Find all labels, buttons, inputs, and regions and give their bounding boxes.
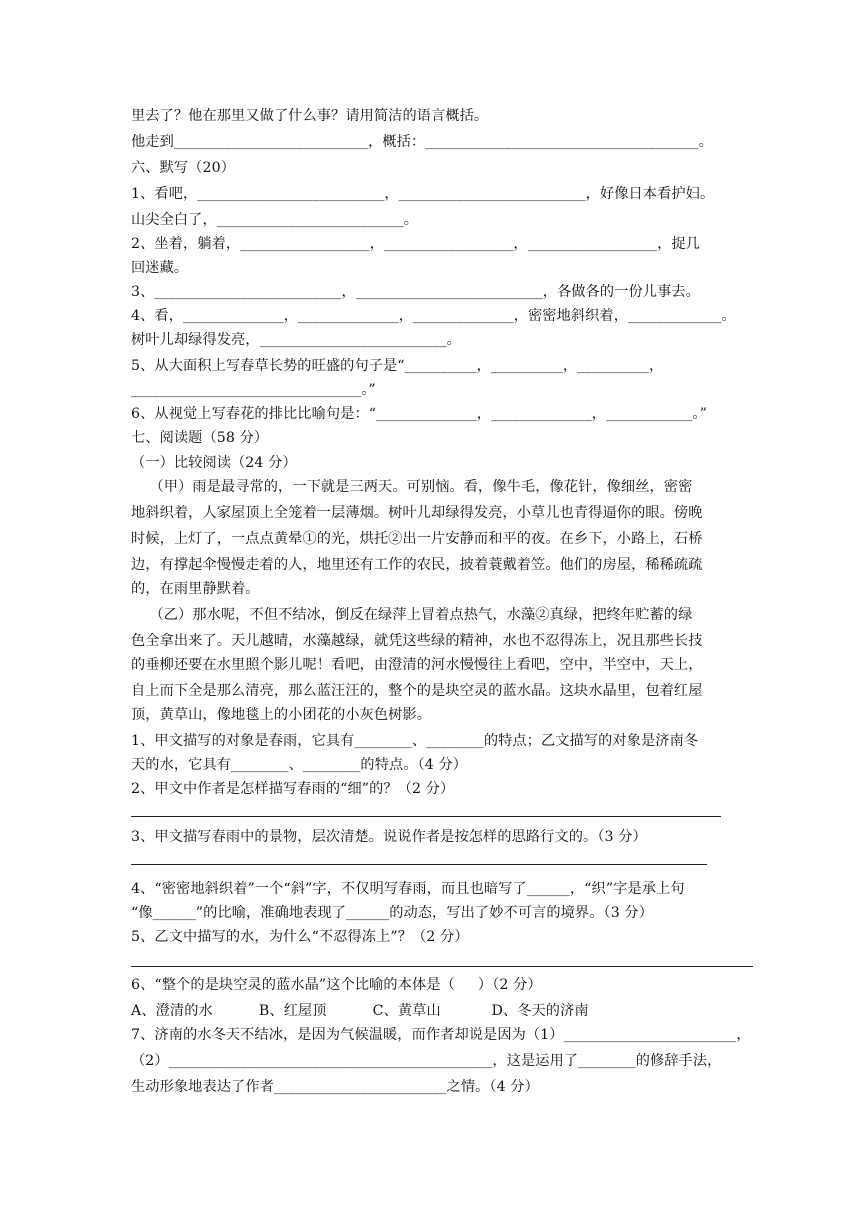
answer-rule	[131, 966, 753, 967]
question-line: 天的水，它具有________、________的特点。（4 分）	[131, 757, 468, 773]
answer-rule	[131, 816, 721, 817]
question-line: 回迷藏。	[131, 260, 189, 276]
question-line: 里去了？他在那里又做了什么事？请用简洁的语言概括。	[131, 108, 489, 124]
section-heading: 七、阅读题（58 分）	[131, 430, 269, 446]
question-line: 5、从大面积上写春草长势的旺盛的句子是“__________，__________，__________，	[131, 358, 664, 374]
question-line: 生动形象地表达了作者________________________之情。（4 分）	[131, 1079, 539, 1095]
answer-line: 他走到___________________________，概括：______________________________________。	[131, 134, 713, 150]
options-line: A、澄清的水 B、红屋顶 C、黄草山 D、冬天的济南	[131, 1003, 589, 1019]
question-line: 1、看吧，__________________________，__________________________，好像日本看护妇。	[131, 186, 715, 202]
passage-line: 时候，上灯了，一点点黄晕①的光，烘托②出一片安静而和平的夜。在乡下，小路上，石桥	[131, 531, 703, 547]
question-line: 5、乙文中描写的水，为什么“不忍得冻上”？（2 分）	[131, 929, 469, 945]
passage-line: 色全拿出来了。天儿越晴，水藻越绿，就凭这些绿的精神，水也不忍得冻上，况且那些长技	[131, 633, 703, 649]
passage-line: （乙）那水呢，不但不结冰，倒反在绿萍上冒着点热气，水藻②真绿，把终年贮蓄的绿	[131, 607, 693, 623]
question-line: 树叶儿却绿得发亮，__________________________。	[131, 332, 461, 348]
question-line: （2）_____________________________________________，这是运用了________的修辞手法，	[131, 1053, 722, 1069]
question-line: 1、甲文描写的对象是春雨，它具有________、________的特点；乙文描写的对象是济南冬	[131, 733, 699, 749]
section-heading: 六、默写（20）	[131, 160, 235, 176]
passage-line: 自上而下全是那么清亮，那么蓝汪汪的，整个的是块空灵的蓝水晶。这块水晶里，包着红屋	[131, 683, 703, 699]
question-line: 7、济南的水冬天不结冰，是因为气候温暖，而作者却说是因为（1）________________________，	[131, 1027, 751, 1043]
question-line: 山尖全白了，__________________________。	[131, 212, 419, 228]
question-line: 6、“整个的是块空灵的蓝水晶”这个比喻的本体是（ ）（2 分）	[131, 977, 542, 993]
question-line: 3、甲文描写春雨中的景物，层次清楚。说说作者是按怎样的思路行文的。（3 分）	[131, 829, 647, 845]
question-line: 3、__________________________，__________________________，各做各的一份儿事去。	[131, 284, 700, 300]
passage-line: （甲）雨是最寻常的，一下就是三两天。可别恼。看，像牛毛，像花针，像细丝，密密	[131, 479, 693, 495]
question-line: 2、甲文中作者是怎样描写春雨的“细”的？（2 分）	[131, 781, 455, 797]
passage-line: 边，有撑起伞慢慢走着的人，地里还有工作的农民，披着蓑戴着笠。他们的房屋，稀稀疏疏	[131, 557, 703, 573]
passage-line: 顶，黄草山，像地毯上的小团花的小灰色树影。	[131, 707, 432, 723]
passage-line: 的垂柳还要在水里照个影儿呢！看吧，由澄清的河水慢慢往上看吧，空中，半空中，天上，	[131, 657, 703, 673]
subsection-heading: （一）比较阅读（24 分）	[131, 455, 297, 471]
question-line: 6、从视觉上写春花的排比比喻句是：“______________，______________，____________。”	[131, 406, 707, 422]
passage-line: 地斜织着，人家屋顶上全笼着一层薄烟。树叶儿却绿得发亮，小草儿也青得逼你的眼。傍晚	[131, 505, 703, 521]
passage-line: 的，在雨里静默着。	[131, 581, 260, 597]
answer-rule	[131, 864, 707, 865]
question-line: 4、“密密地斜织着”一个“斜”字，不仅明写春雨，而且也暗写了______，“织”字是承上句	[131, 881, 685, 897]
question-line: 4、看，______________，______________，______________，密密地斜织着，_____________。	[131, 308, 736, 324]
question-line: “像______”的比喻，准确地表现了______的动态，写出了妙不可言的境界。（3 分）	[131, 905, 654, 921]
question-line: ________________________________。”	[131, 382, 376, 398]
question-line: 2、坐着，躺着，__________________，__________________，__________________，捉几	[131, 236, 701, 252]
